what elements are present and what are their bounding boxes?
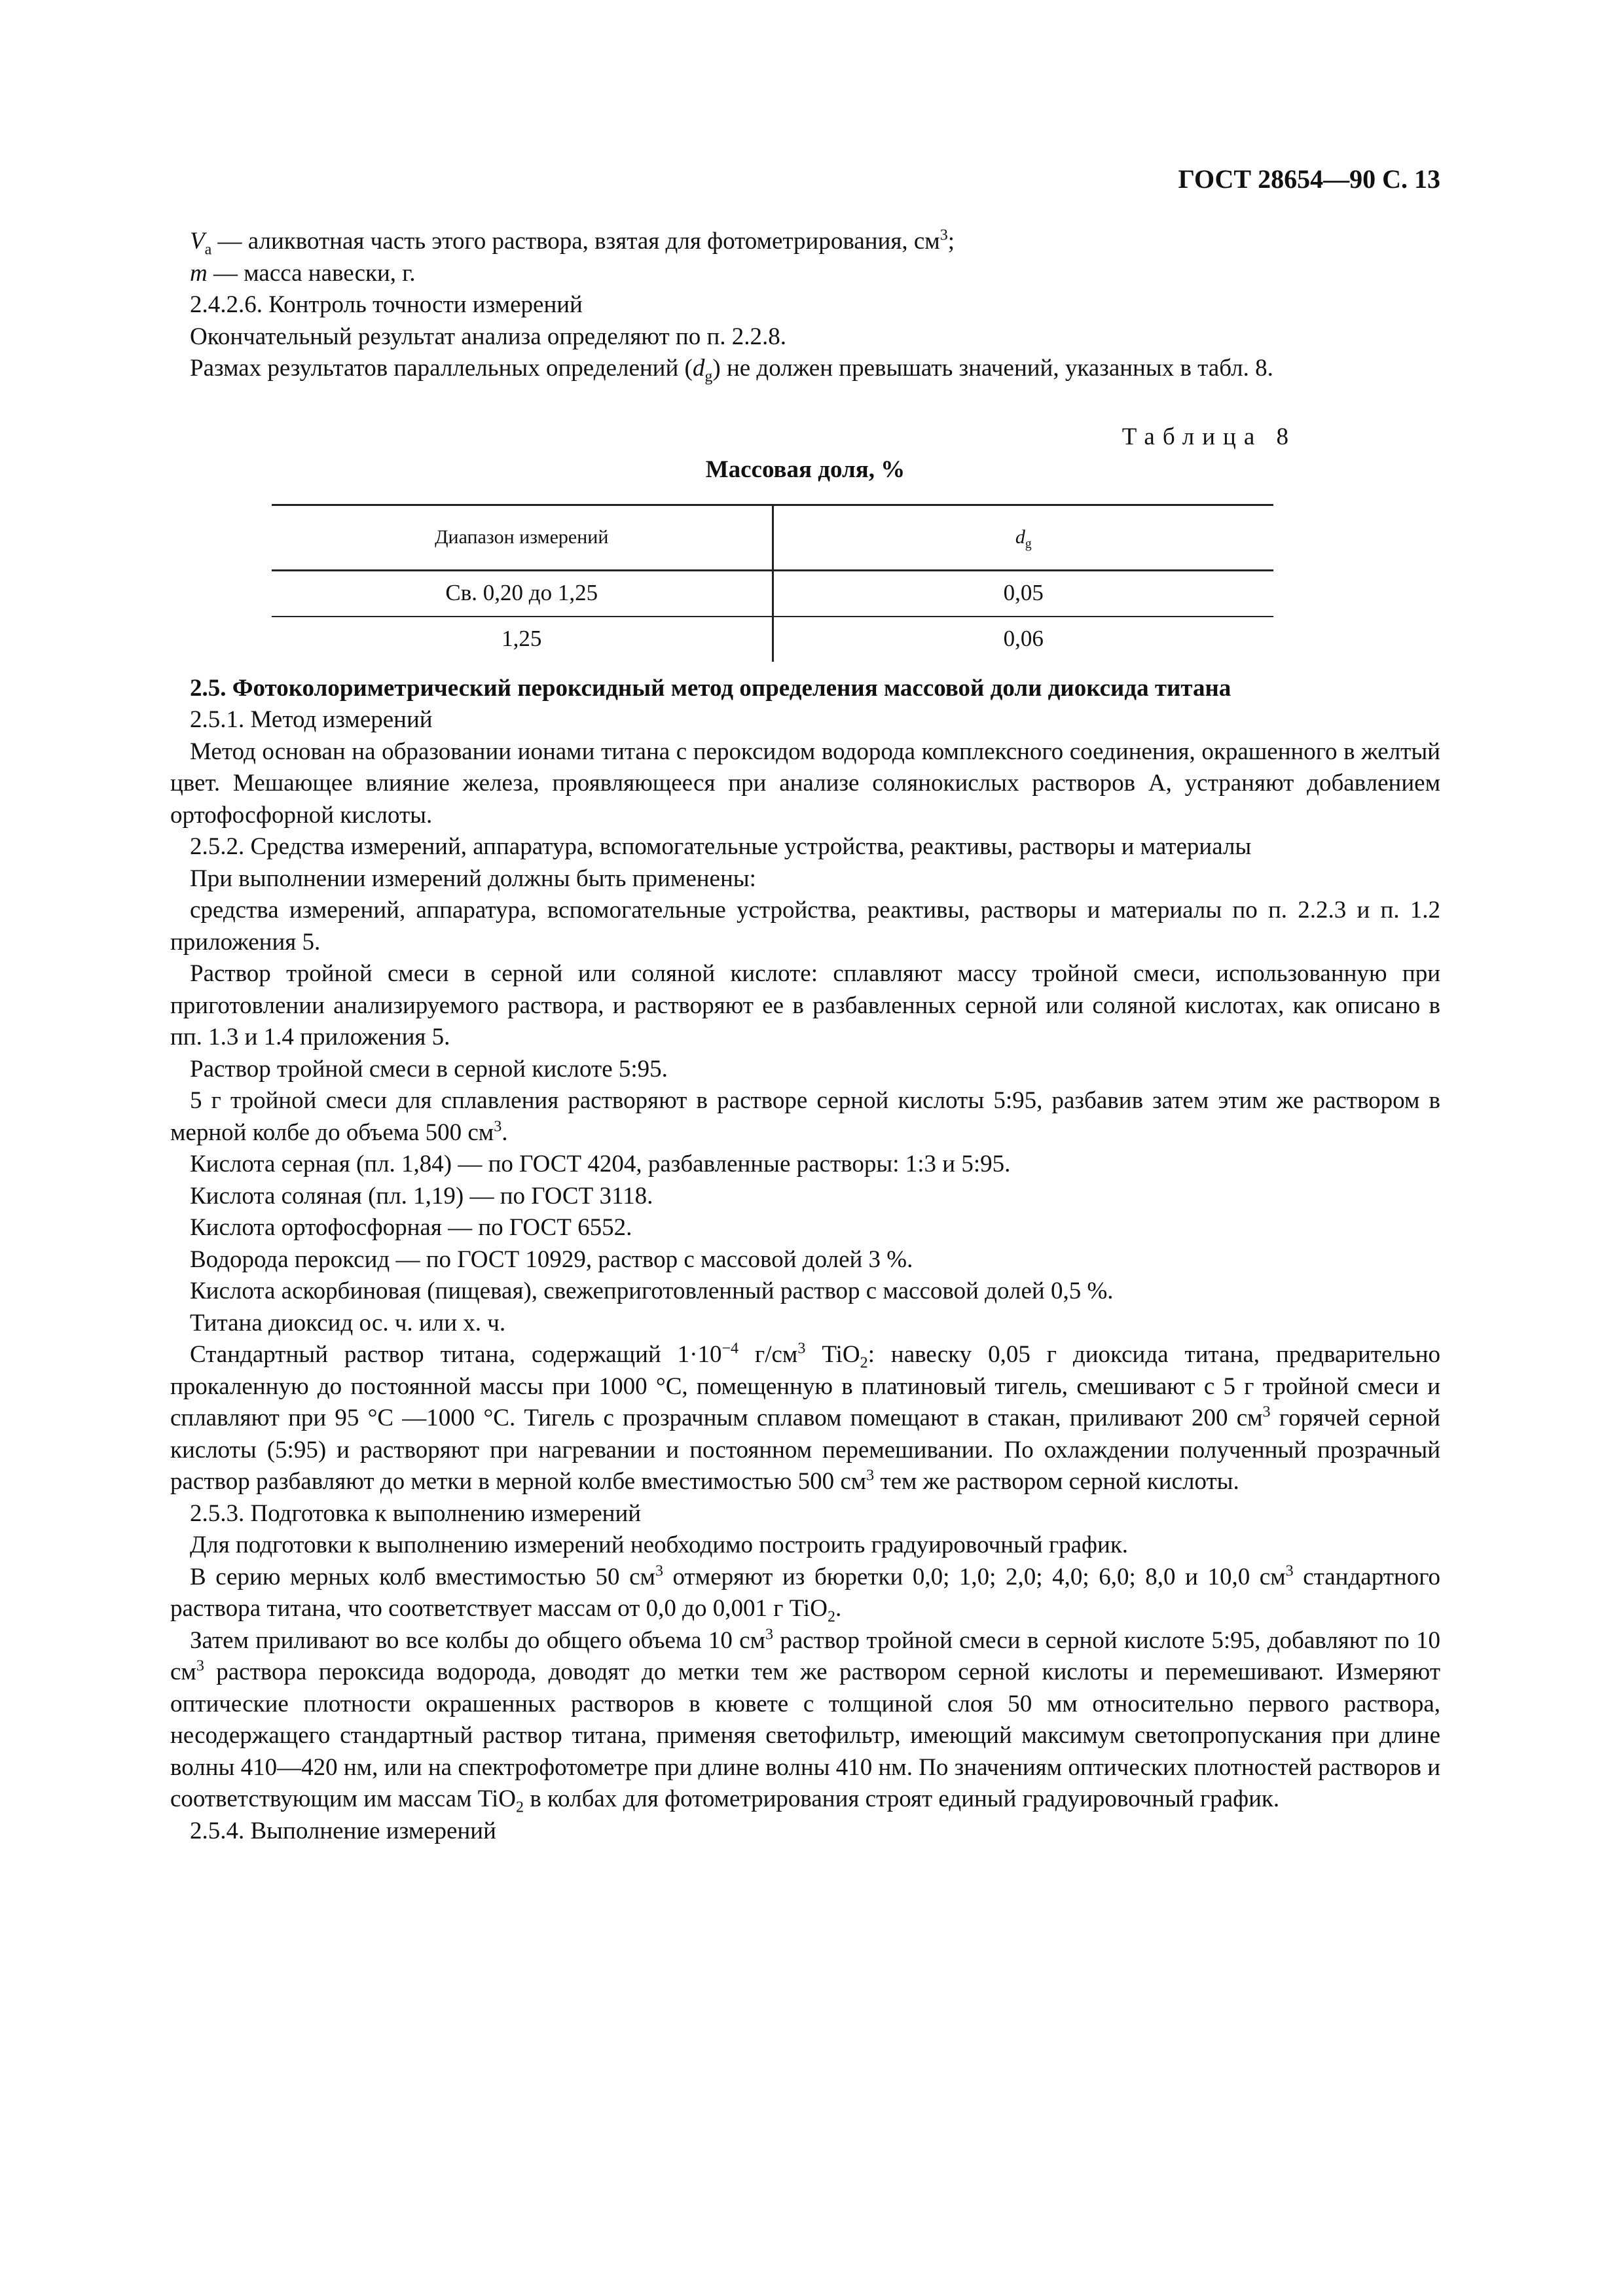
text: Затем приливают во все колбы до общего объема 10 см bbox=[190, 1626, 765, 1654]
sup: 3 bbox=[866, 1467, 875, 1484]
m-text: — масса навески, г. bbox=[207, 259, 416, 287]
table-header-row bbox=[272, 505, 1273, 570]
paragraph bbox=[170, 1085, 1440, 1149]
va-symbol: V bbox=[190, 228, 205, 255]
standard-solution bbox=[170, 1339, 1440, 1498]
header-range: Диапазон измерений bbox=[272, 505, 773, 570]
text: . bbox=[835, 1595, 842, 1622]
paragraph bbox=[170, 1562, 1440, 1625]
sup: 3 bbox=[196, 1657, 204, 1675]
va-end: ; bbox=[947, 228, 955, 255]
sup: −4 bbox=[721, 1340, 739, 1357]
m-symbol: m bbox=[190, 259, 208, 287]
range-text bbox=[170, 353, 1440, 385]
sub: 2 bbox=[516, 1799, 524, 1816]
clause-2-5-3: 2.5.3. Подготовка к выполнению измерений bbox=[190, 1499, 642, 1527]
m-definition bbox=[170, 258, 1440, 290]
text: отмеряют из бюретки 0,0; 1,0; 2,0; 4,0; 6,0; 8,0 и 10,0 см bbox=[663, 1563, 1286, 1590]
text: . bbox=[501, 1119, 508, 1146]
dg-subscript: g bbox=[704, 368, 713, 386]
sub: 2 bbox=[827, 1608, 835, 1626]
table-row bbox=[272, 570, 1273, 617]
sup: 3 bbox=[765, 1626, 774, 1643]
cell-dg: 0,05 bbox=[773, 570, 1273, 617]
final-result-text: Окончательный результат анализа определяют по п. 2.2.8. bbox=[190, 323, 787, 350]
text: стандартного раствора титана, что соответствует массам от 0,0 до 0,001 г TiO bbox=[170, 1563, 1440, 1622]
paragraph bbox=[170, 1625, 1440, 1816]
section-2-5-title: 2.5. Фотоколориметрический пероксидный метод определения массовой доли диоксида титана bbox=[190, 674, 1231, 702]
text: Стандартный раствор титана, содержащий 1·10 bbox=[190, 1341, 722, 1368]
cell-range: Св. 0,20 до 1,25 bbox=[272, 570, 773, 617]
page-header: ГОСТ 28654—90 С. 13 bbox=[1178, 164, 1440, 194]
text: горячей серной кислоты (5:95) и растворяют при нагревании и постоянном перемешивании. По охлаждении полученный прозрачный раствор разбавляют до метки в мерной колбе вместимостью 500 см bbox=[170, 1405, 1440, 1495]
dg-symbol: d bbox=[692, 355, 705, 382]
header-dg bbox=[773, 505, 1273, 570]
sup: 3 bbox=[797, 1340, 806, 1357]
clause-2-5-4: 2.5.4. Выполнение измерений bbox=[190, 1817, 496, 1844]
text: раствор тройной смеси в серной кислоте 5:95, добавляют по 10 см bbox=[170, 1626, 1440, 1685]
method-description: Метод основан на образовании ионами титана с пероксидом водорода комплексного соединения, окрашенного в желтый цвет. Мешающее влияние железа, проявляющееся при анализе солянокислых растворов А, устраняют добавлением ортофосфорной кислоты. bbox=[170, 738, 1440, 829]
cell-range: 1,25 bbox=[272, 617, 773, 662]
range-text-b: ) не должен превышать значений, указанных в табл. 8. bbox=[712, 355, 1273, 382]
paragraph: Раствор тройной смеси в серной или соляной кислоте: сплавляют массу тройной смеси, использованную при приготовлении анализируемого раствора, и растворяют ее в разбавленных серной или соляной кислотах, как описано в пп. 1.3 и 1.4 приложения 5. bbox=[170, 960, 1440, 1050]
paragraph: средства измерений, аппаратура, вспомогательные устройства, реактивы, растворы и материалы по п. 2.2.3 и п. 1.2 приложения 5. bbox=[170, 897, 1440, 956]
data-table bbox=[272, 504, 1273, 662]
table-row bbox=[272, 617, 1273, 662]
reagent-item: Кислота ортофосфорная — по ГОСТ 6552. bbox=[190, 1214, 632, 1241]
va-subscript: a bbox=[204, 241, 212, 259]
clause-2-5-2: 2.5.2. Средства измерений, аппаратура, вспомогательные устройства, реактивы, растворы и материалы bbox=[190, 833, 1252, 860]
range-text-a: Размах результатов параллельных определений ( bbox=[190, 355, 693, 382]
table-title: Массовая доля, % bbox=[705, 456, 905, 483]
table-number: Таблица 8 bbox=[1122, 423, 1296, 450]
va-definition bbox=[170, 226, 1440, 258]
paragraph: Раствор тройной смеси в серной кислоте 5:95. bbox=[190, 1055, 668, 1083]
reagent-item: Титана диоксид ос. ч. или х. ч. bbox=[190, 1309, 506, 1336]
header-dg-sub: g bbox=[1025, 537, 1032, 551]
text: г/см bbox=[739, 1341, 798, 1368]
sup: 3 bbox=[494, 1118, 502, 1136]
reagent-item: Кислота аскорбиновая (пищевая), свежеприготовленный раствор с массовой долей 0,5 %. bbox=[190, 1278, 1114, 1304]
paragraph: Для подготовки к выполнению измерений необходимо построить градуировочный график. bbox=[190, 1532, 1129, 1558]
header-dg-symbol: d bbox=[1015, 526, 1025, 548]
text: раствора пероксида водорода, доводят до метки тем же раствором серной кислоты и перемешивают. Измеряют оптические плотности окрашенных растворов в кювете с толщиной слоя 50 мм относительно первого раствора, несодержащего стандартный раствор титана, применяя светофильтр, имеющий максимум светопропускания при длине волны 410—420 нм, или на спектрофотометре при длине волны 410 нм. По значениям оптических плотностей растворов и соответствующим им массам TiO bbox=[170, 1659, 1440, 1812]
text: 5 г тройной смеси для сплавления растворяют в растворе серной кислоты 5:95, разбавив затем этим же раствором в мерной колбе до объема 500 см bbox=[170, 1087, 1440, 1146]
reagent-item: Кислота соляная (пл. 1,19) — по ГОСТ 3118. bbox=[190, 1182, 653, 1210]
text: В серию мерных колб вместимостью 50 см bbox=[190, 1563, 655, 1590]
clause-2-4-2-6: 2.4.2.6. Контроль точности измерений bbox=[190, 291, 583, 318]
va-text: — аликвотная часть этого раствора, взятая для фотометрирования, см bbox=[211, 228, 940, 255]
body-text bbox=[170, 226, 1440, 1847]
reagent-item: Водорода пероксид — по ГОСТ 10929, раствор с массовой долей 3 %. bbox=[190, 1246, 913, 1273]
document-page bbox=[170, 0, 1440, 2296]
text: TiO bbox=[805, 1341, 860, 1368]
paragraph: При выполнении измерений должны быть применены: bbox=[190, 865, 756, 892]
sup: 3 bbox=[1285, 1562, 1294, 1580]
text: : навеску 0,05 г диоксида титана, предварительно прокаленную до постоянной массы при 1000 °С, помещенную в платиновый тигель, смешивают с 5 г тройной смеси и сплавляют при 95 °С —1000 °С. Тигель с прозрачным сплавом помещают в стакан, приливают 200 см bbox=[170, 1341, 1440, 1431]
clause-2-5-1: 2.5.1. Метод измерений bbox=[190, 706, 433, 733]
reagent-item: Кислота серная (пл. 1,84) — по ГОСТ 4204, разбавленные растворы: 1:3 и 5:95. bbox=[190, 1151, 1011, 1177]
sup: 3 bbox=[1262, 1403, 1271, 1421]
text: тем же раствором серной кислоты. bbox=[874, 1468, 1239, 1495]
sub: 2 bbox=[860, 1354, 868, 1372]
cell-dg: 0,06 bbox=[1003, 626, 1044, 652]
va-sup: 3 bbox=[939, 226, 948, 244]
text: в колбах для фотометрирования строят единый градуировочный график. bbox=[524, 1785, 1280, 1812]
sup: 3 bbox=[655, 1562, 663, 1580]
table-8 bbox=[170, 385, 1440, 660]
